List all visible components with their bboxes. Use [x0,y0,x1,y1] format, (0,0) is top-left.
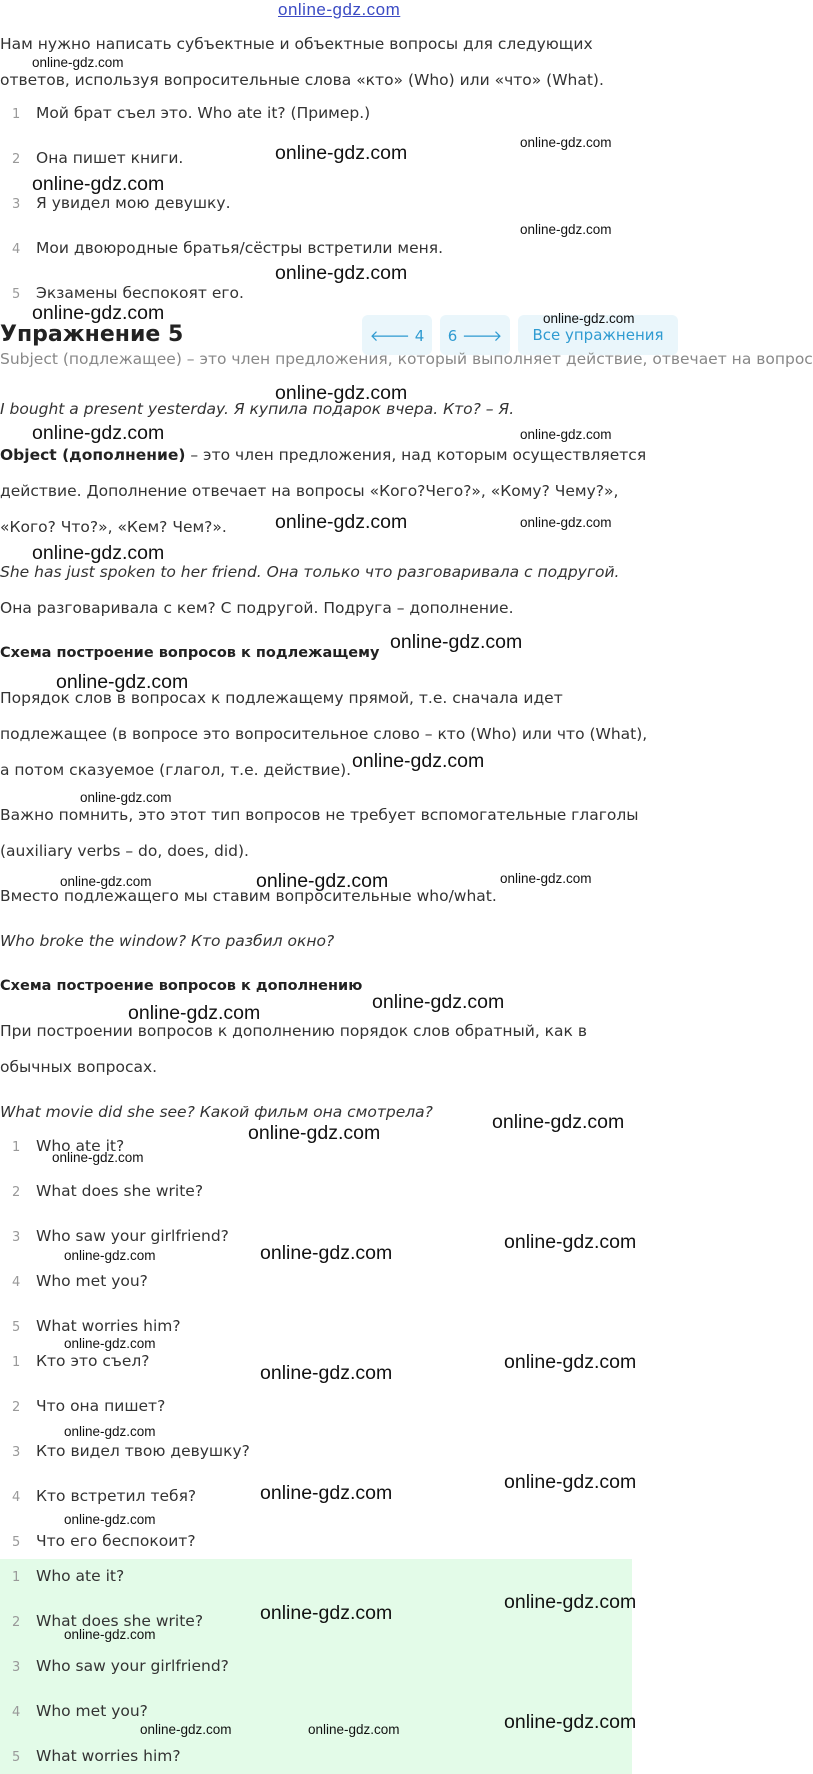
list-item [12,1747,181,1765]
item-text: Кто это съел? [36,1352,150,1370]
list-item [12,1487,196,1505]
watermark: online-gdz.com [520,222,612,237]
item-number: 1 [12,107,21,122]
list-item [12,149,183,167]
watermark: online-gdz.com [32,422,165,444]
list-item [12,1397,165,1415]
exercise-title: Упражнение 5 [0,322,184,347]
watermark: online-gdz.com [60,874,152,889]
item-number: 3 [12,197,21,212]
object-term: Object (дополнение) [0,446,186,464]
watermark: online-gdz.com [275,382,408,404]
item-number: 4 [12,1275,21,1290]
watermark: online-gdz.com [64,1512,156,1527]
item-text: Я увидел мою девушку. [36,194,231,212]
item-text: What worries him? [36,1747,181,1765]
watermark: online-gdz.com [504,1231,637,1253]
subject-paragraph: Порядок слов в вопросах к подлежащему прямой, т.е. сначала идет [0,689,563,707]
watermark: online-gdz.com [504,1351,637,1373]
watermark: online-gdz.com [352,750,485,772]
list-item [12,1272,148,1290]
example-sentence: She has just spoken to her friend. Она только что разговаривала с подругой. [0,563,620,581]
item-number: 2 [12,1615,21,1630]
subject-heading: Схема построение вопросов к подлежащему [0,645,380,661]
list-item [12,194,231,212]
item-number: 2 [12,1400,21,1415]
item-text: Мои двоюродные братья/сёстры встретили меня. [36,239,444,257]
watermark: online-gdz.com [260,1602,393,1624]
watermark: online-gdz.com [248,1122,381,1144]
item-number: 5 [12,287,21,302]
subject-paragraph: подлежащее (в вопросе это вопросительное слово – кто (Who) или что (What), [0,725,648,743]
item-text: Мой брат съел это. Who ate it? (Пример.) [36,104,371,122]
watermark: online-gdz.com [504,1591,637,1613]
object-heading: Схема построение вопросов к дополнению [0,978,363,994]
item-number: 1 [12,1355,21,1370]
watermark: online-gdz.com [504,1471,637,1493]
watermark: online-gdz.com [275,511,408,533]
watermark: online-gdz.com [64,1627,156,1642]
item-number: 4 [12,1705,21,1720]
list-item [12,1227,229,1245]
object-definition-2: действие. Дополнение отвечает на вопросы «Кого?Чего?», «Кому? Чему?», [0,482,619,500]
watermark: online-gdz.com [520,515,612,530]
subject-paragraph: Важно помнить, это этот тип вопросов не требует вспомогательные глаголы [0,806,639,824]
watermark: online-gdz.com [32,542,165,564]
subject-paragraph: а потом сказуемое (глагол, т.е. действие). [0,761,352,779]
item-text: Она пишет книги. [36,149,184,167]
list-item [12,1702,148,1720]
watermark: online-gdz.com [128,1002,261,1024]
watermark: online-gdz.com [52,1150,144,1165]
object-paragraph: При построении вопросов к дополнению порядок слов обратный, как в [0,1022,587,1040]
all-exercises-button[interactable]: Все упражнения [518,315,678,355]
item-text: Кто встретил тебя? [36,1487,197,1505]
subject-example: Who broke the window? Кто разбил окно? [0,932,335,950]
watermark: online-gdz.com [492,1111,625,1133]
watermark: online-gdz.com [275,142,408,164]
object-definition-1 [0,445,646,465]
watermark: online-gdz.com [520,427,612,442]
item-text: Who met you? [36,1702,148,1720]
item-number: 2 [12,152,21,167]
list-item [12,1352,150,1370]
object-example: What movie did she see? Какой фильм она смотрела? [0,1103,433,1121]
watermark: online-gdz.com [520,135,612,150]
watermark: online-gdz.com [275,262,408,284]
list-item [12,1182,203,1200]
item-text: Экзамены беспокоят его. [36,284,244,302]
watermark: online-gdz.com [372,991,505,1013]
watermark: online-gdz.com [260,1482,393,1504]
item-number: 5 [12,1535,21,1550]
item-text: Who met you? [36,1272,148,1290]
item-text: Who saw your girlfriend? [36,1657,229,1675]
watermark: online-gdz.com [256,870,389,892]
subject-paragraph: (auxiliary verbs – do, does, did). [0,842,249,860]
watermark: online-gdz.com [500,871,592,886]
watermark: online-gdz.com [32,302,165,324]
example-note: Она разговаривала с кем? С подругой. Подруга – дополнение. [0,599,514,617]
item-text: Что его беспокоит? [36,1532,196,1550]
item-text: What worries him? [36,1317,181,1335]
item-number: 1 [12,1570,21,1585]
watermark: online-gdz.com [543,311,635,326]
watermark: online-gdz.com [260,1242,393,1264]
item-number: 3 [12,1445,21,1460]
item-number: 5 [12,1750,21,1765]
watermark: online-gdz.com [32,55,124,70]
item-number: 2 [12,1185,21,1200]
item-number: 4 [12,242,21,257]
watermark: online-gdz.com [80,790,172,805]
list-item [12,1532,196,1550]
list-item [12,284,244,302]
intro-line-2: ответов, используя вопросительные слова «кто» (Who) или «что» (What). [0,71,604,89]
list-item [12,1317,181,1335]
item-text: What does she write? [36,1612,204,1630]
watermark-top: online-gdz.com [278,0,401,19]
watermark: online-gdz.com [390,631,523,653]
next-exercise-button[interactable]: 6 🡒 [440,315,510,355]
watermark: online-gdz.com [308,1722,400,1737]
item-text: Что она пишет? [36,1397,166,1415]
clipped-line [0,350,813,372]
example-sentence: I bought a present yesterday. Я купила подарок вчера. Кто? – Я. [0,400,515,418]
clipped-text: Subject (подлежащее) – это член предложения, который выполняет действие, отвечает на вопрос [0,350,813,368]
watermark: online-gdz.com [64,1424,156,1439]
item-text: Who ate it? [36,1567,125,1585]
watermark: online-gdz.com [260,1362,393,1384]
watermark: online-gdz.com [56,671,189,693]
item-number: 4 [12,1490,21,1505]
item-text: Who ate it? [36,1137,125,1155]
intro-line-1: Нам нужно написать субъектные и объектные вопросы для следующих [0,35,593,53]
list-item [12,239,443,257]
item-number: 5 [12,1320,21,1335]
watermark: online-gdz.com [140,1722,232,1737]
subject-paragraph: Вместо подлежащего мы ставим вопросительные who/what. [0,887,497,905]
item-number: 3 [12,1660,21,1675]
watermark: online-gdz.com [64,1336,156,1351]
list-item [12,1567,124,1585]
watermark: online-gdz.com [64,1248,156,1263]
item-number: 1 [12,1140,21,1155]
object-definition-3: «Кого? Что?», «Кем? Чем?». [0,518,227,536]
list-item [12,1442,250,1460]
watermark: online-gdz.com [32,173,165,195]
object-definition-text: – это член предложения, над которым осуществляется [185,446,647,464]
item-text: Кто видел твою девушку? [36,1442,250,1460]
object-paragraph: обычных вопросах. [0,1058,158,1076]
prev-exercise-button[interactable]: 🡐 4 [362,315,432,355]
list-item [12,1657,229,1675]
item-text: What does she write? [36,1182,204,1200]
list-item [12,104,370,122]
item-number: 3 [12,1230,21,1245]
item-text: Who saw your girlfriend? [36,1227,229,1245]
watermark: online-gdz.com [504,1711,637,1733]
